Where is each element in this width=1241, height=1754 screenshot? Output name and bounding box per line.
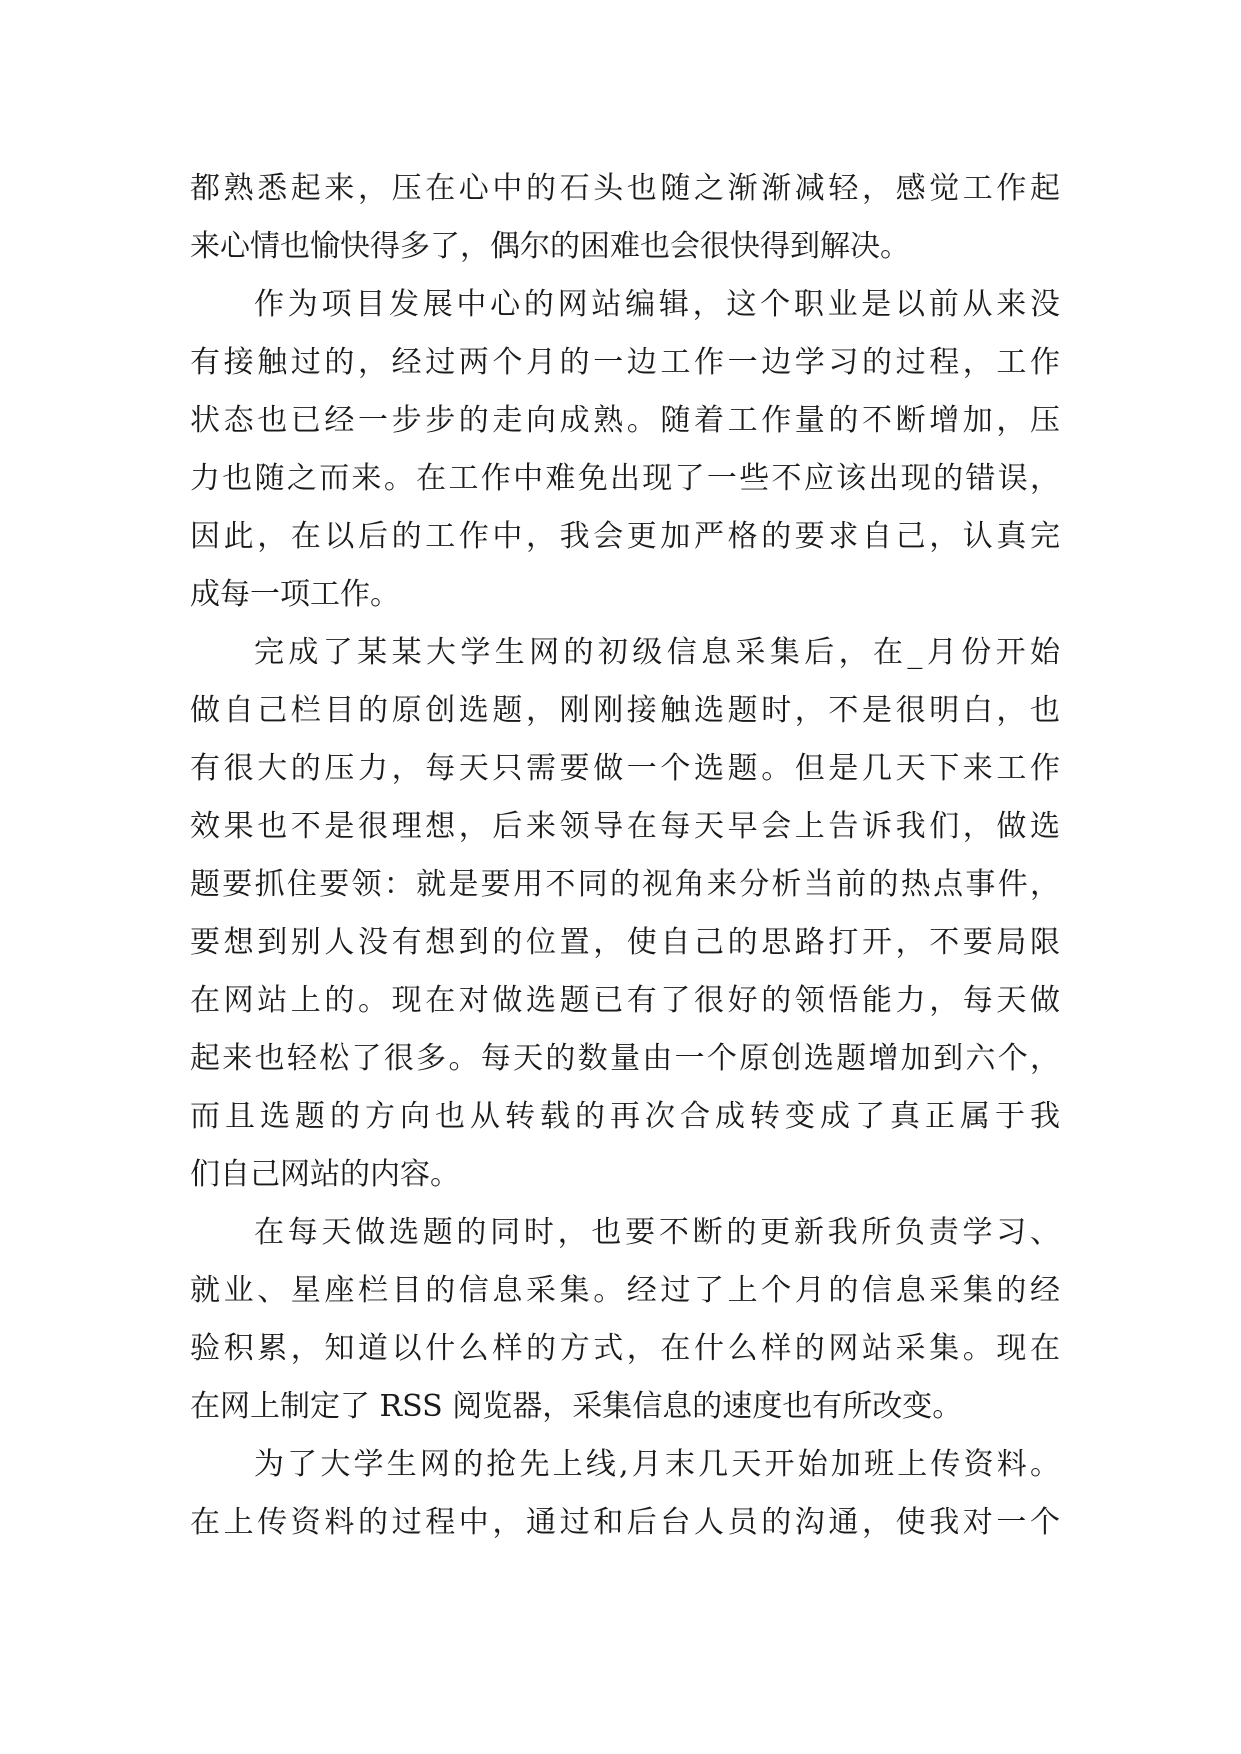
text-line: 来心情也愉快得多了，偶尔的困难也会很快得到解决。 [190,229,910,264]
text-line: 都熟悉起来，压在心中的石头也随之渐渐减轻，感觉工作起 [190,171,1060,206]
text-line: 在网上制定了 RSS 阅览器，采集信息的速度也有所改变。 [190,1389,963,1424]
text-line: 成每一项工作。 [190,577,400,612]
text-line: 在每天做选题的同时，也要不断的更新我所负责学习、 [254,1215,1060,1250]
text-line: 有很大的压力，每天只需要做一个选题。但是几天下来工作 [190,751,1060,786]
text-line: 验积累，知道以什么样的方式，在什么样的网站采集。现在 [190,1331,1060,1366]
text-line: 因此，在以后的工作中，我会更加严格的要求自己，认真完 [190,519,1060,554]
text-line: 作为项目发展中心的网站编辑，这个职业是以前从来没 [254,287,1060,322]
text-line: 效果也不是很理想，后来领导在每天早会上告诉我们，做选 [190,809,1060,844]
text-line: 而且选题的方向也从转载的再次合成转变成了真正属于我 [190,1099,1060,1134]
text-line: 为了大学生网的抢先上线,月末几天开始加班上传资料。 [254,1447,1060,1482]
text-line: 状态也已经一步步的走向成熟。随着工作量的不断增加，压 [190,403,1060,438]
text-line: 在网站上的。现在对做选题已有了很好的领悟能力，每天做 [190,983,1060,1018]
text-line: 们自己网站的内容。 [190,1157,460,1192]
text-line: 在上传资料的过程中，通过和后台人员的沟通，使我对一个 [190,1505,1060,1540]
text-line: 有接触过的，经过两个月的一边工作一边学习的过程，工作 [190,345,1060,380]
text-line: 力也随之而来。在工作中难免出现了一些不应该出现的错误， [190,461,1060,496]
text-line: 题要抓住要领：就是要用不同的视角来分析当前的热点事件， [190,867,1060,902]
document-body [190,160,1060,1552]
text-line: 做自己栏目的原创选题，刚刚接触选题时，不是很明白，也 [190,693,1060,728]
text-line: 要想到别人没有想到的位置，使自己的思路打开，不要局限 [190,925,1060,960]
text-line: 起来也轻松了很多。每天的数量由一个原创选题增加到六个， [190,1041,1060,1076]
text-line: 完成了某某大学生网的初级信息采集后，在_月份开始 [254,635,1060,670]
text-line: 就业、星座栏目的信息采集。经过了上个月的信息采集的经 [190,1273,1060,1308]
